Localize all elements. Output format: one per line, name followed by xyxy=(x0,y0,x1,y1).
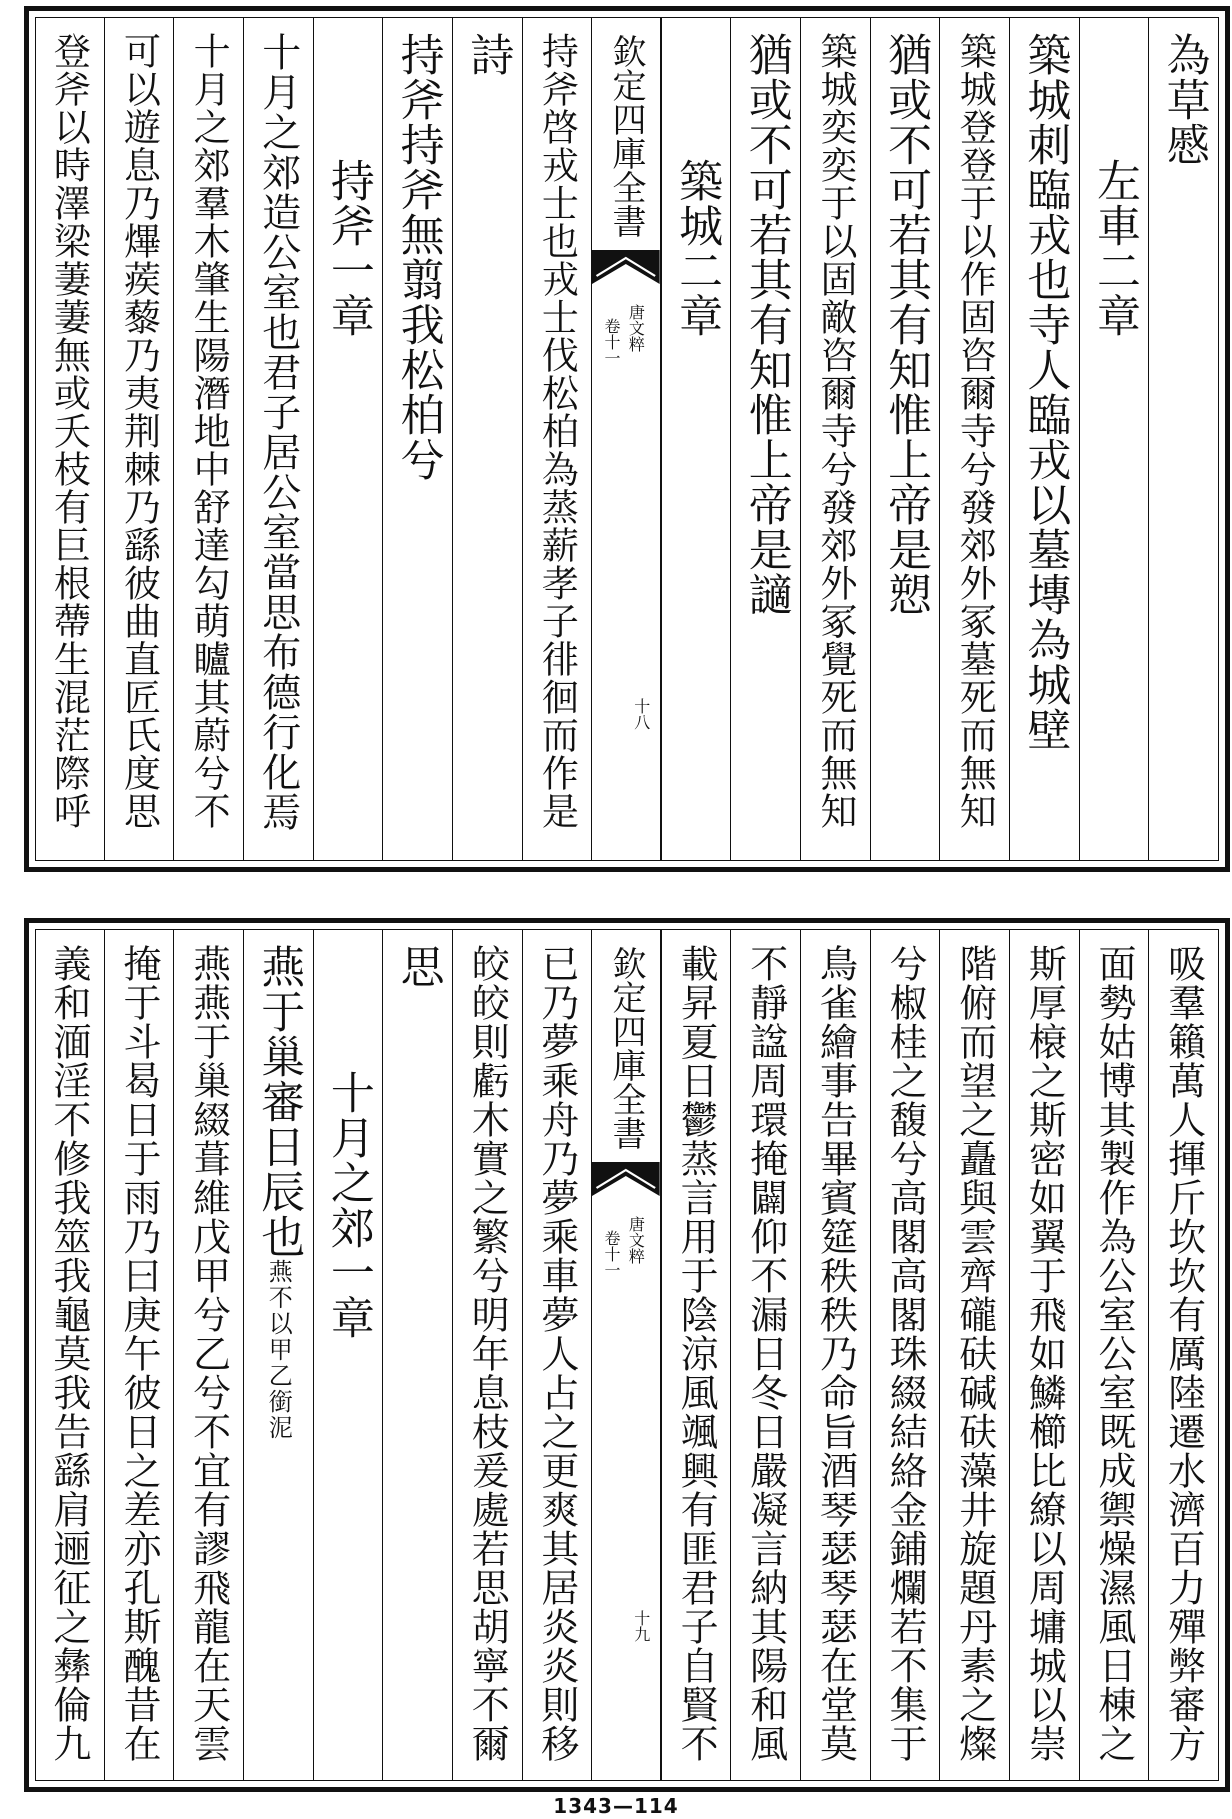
column-text: 階俯而望之矗與雲齊礲砆碱砆藻井旋題丹素之燦 xyxy=(952,944,997,1763)
column-text: 左車二章 xyxy=(1089,158,1141,338)
bottom-text-column xyxy=(452,930,522,1780)
column-text: 皎皎則虧木實之繁兮明年息枝爰處若思胡寧不爾 xyxy=(465,944,510,1763)
fish-tail-mark-icon xyxy=(592,250,660,284)
column-text: 十月之郊一章 xyxy=(322,1070,374,1340)
top-text-column xyxy=(452,18,522,860)
bottom-text-column xyxy=(522,930,592,1780)
top-text-column xyxy=(939,18,1009,860)
banner-book-title: 唐文粹 xyxy=(626,304,646,352)
fish-tail-mark-icon xyxy=(592,1162,660,1196)
top-text-column xyxy=(173,18,243,860)
column-text: 可以遊息乃熚蒺藜乃夷荆棘乃繇彼曲直匠氏度思 xyxy=(117,32,161,830)
column-text: 十月之郊羣木肇生陽潛地中舒達勾萌矑其蔚兮不 xyxy=(187,32,231,830)
column-text: 不靜諡周環掩闢仰不漏日冬日嚴凝言納其陽和風 xyxy=(743,944,788,1763)
column-text: 十月之郊造公室也君子居公室當思布德行化焉 xyxy=(255,32,301,832)
top-banner-column xyxy=(591,18,661,860)
bottom-text-column xyxy=(1009,930,1079,1780)
bottom-page xyxy=(24,918,1230,1792)
bottom-text-column xyxy=(313,930,383,1780)
top-text-column xyxy=(730,18,800,860)
bottom-text-column xyxy=(1148,930,1218,1780)
interlinear-note: 燕不以甲乙銜泥 xyxy=(264,1259,293,1441)
bottom-text-column xyxy=(34,930,104,1780)
top-page-frame xyxy=(35,17,1219,861)
column-text: 猶或不可若其有知惟上帝是讁 xyxy=(740,32,792,617)
top-text-column xyxy=(800,18,870,860)
top-text-column xyxy=(1009,18,1079,860)
column-text: 燕于巢審日辰也 xyxy=(253,944,305,1259)
bottom-text-column xyxy=(939,930,1009,1780)
top-text-column xyxy=(104,18,174,860)
column-text: 登斧以時澤梁萋萋無或夭枝有巨根蔕生混茫際呼 xyxy=(47,32,91,830)
bottom-text-column xyxy=(243,930,313,1780)
column-text: 義和湎淫不修我筮我龜莫我告繇肩逦征之彝倫九 xyxy=(46,944,91,1763)
column-text: 兮椒桂之馥兮高閣高閣珠綴結絡金鋪爛若不集于 xyxy=(883,944,928,1763)
bottom-text-column xyxy=(730,930,800,1780)
banner-volume: 卷十一 xyxy=(602,318,621,366)
column-text: 築城奕奕于以固敵咨爾寺兮發郊外冢覺死而無知 xyxy=(813,32,857,830)
column-text: 築城二章 xyxy=(671,158,723,338)
column-text: 思 xyxy=(392,944,444,989)
bottom-text-column xyxy=(870,930,940,1780)
column-text: 持斧一章 xyxy=(322,158,374,338)
top-text-column xyxy=(522,18,592,860)
bottom-text-column xyxy=(661,930,731,1780)
column-text: 斯厚榱之斯密如翼于飛如鱗櫛比繚以周墉城以崇 xyxy=(1022,944,1067,1763)
top-text-column xyxy=(243,18,313,860)
banner-volume: 卷十一 xyxy=(602,1230,621,1278)
page-number: 1343—114 xyxy=(553,1794,679,1818)
top-text-column xyxy=(313,18,383,860)
column-text: 鳥雀繪事告畢賓筵秩秩乃命旨酒琴瑟琴瑟在堂莫 xyxy=(813,944,858,1763)
column-text: 吸羣籟萬人揮斤坎坎有厲陸遷水濟百力殫弊審方 xyxy=(1161,944,1206,1763)
column-text: 面勢姑博其製作為公室公室既成禦燥濕風日棟之 xyxy=(1092,944,1137,1763)
top-text-column xyxy=(382,18,452,860)
column-text: 持斧啓戎士也戎士伐松柏為蒸薪孝子徘徊而作是 xyxy=(535,32,579,830)
bottom-page-frame xyxy=(35,929,1219,1781)
banner-title: 欽定四庫全書 xyxy=(606,34,646,238)
banner-folio-number: 十八 xyxy=(631,698,651,730)
bottom-text-column xyxy=(800,930,870,1780)
top-page xyxy=(24,6,1230,872)
column-text: 築城刺臨戎也寺人臨戎以墓塼為城壁 xyxy=(1019,32,1071,752)
column-text: 為草慼 xyxy=(1158,32,1210,167)
column-text: 載昇夏日鬱蒸言用于陰涼風颯興有匪君子自賢不 xyxy=(674,944,719,1763)
column-text: 持斧持斧無翦我松柏兮 xyxy=(392,32,444,482)
top-text-column xyxy=(661,18,731,860)
top-text-column xyxy=(1079,18,1149,860)
banner-book-title: 唐文粹 xyxy=(626,1216,646,1264)
bottom-text-column xyxy=(382,930,452,1780)
top-text-column xyxy=(34,18,104,860)
column-text: 已乃夢乘舟乃夢乘車夢人占之更爽其居炎炎則移 xyxy=(534,944,579,1763)
bottom-text-column xyxy=(104,930,174,1780)
column-text: 燕燕于巢綴葺維戊甲兮乙兮不宜有謬飛龍在天雲 xyxy=(186,944,231,1763)
banner-folio-number: 十九 xyxy=(631,1610,651,1642)
column-text: 築城登登于以作固咨爾寺兮發郊外冢墓死而無知 xyxy=(953,32,997,830)
bottom-banner-column xyxy=(591,930,661,1780)
column-text: 掩于斗曷日于雨乃曰庚午彼日之差亦孔斯醜昔在 xyxy=(116,944,161,1763)
top-text-column xyxy=(1148,18,1218,860)
column-text: 猶或不可若其有知惟上帝是愬 xyxy=(880,32,932,617)
bottom-text-column xyxy=(173,930,243,1780)
bottom-text-column xyxy=(1079,930,1149,1780)
top-text-column xyxy=(870,18,940,860)
banner-title: 欽定四庫全書 xyxy=(606,946,646,1150)
column-text: 詩 xyxy=(462,32,514,77)
